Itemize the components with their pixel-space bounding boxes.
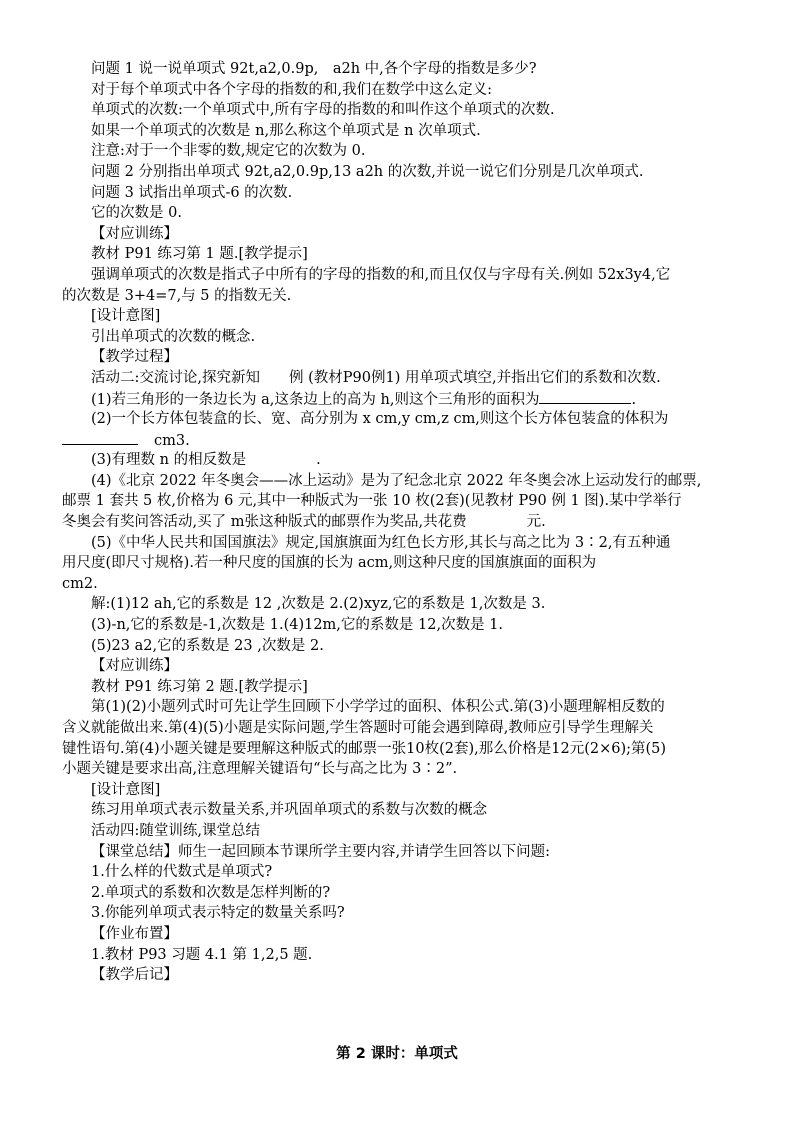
exercise-item-4: (4)《北京 2022 年冬奥会——冰上运动》是为了纪念北京 2022 年冬奥会冰上运动发行的邮票, — [91, 472, 702, 489]
review-question: 1.什么样的代数式是单项式? — [91, 864, 273, 881]
text-line: 它的次数是 0. — [91, 205, 182, 222]
review-question: 3.你能列单项式表示特定的数量关系吗? — [91, 905, 345, 922]
lesson-title: 第 2 课时：单项式 — [336, 1046, 458, 1062]
document-body — [62, 59, 752, 986]
question-3: 问题 3 试指出单项式-6 的次数. — [91, 184, 293, 201]
solution-line: (3)-n,它的系数是-1,次数是 1.(4)12m,它的系数是 12,次数是 1. — [91, 617, 504, 634]
text-line: 练习用单项式表示数量关系,并巩固单项式的系数与次数的概念 — [91, 802, 488, 819]
homework-item: 1.教材 P93 习题 4.1 第 1,2,5 题. — [91, 946, 313, 963]
text-line: 教材 P91 练习第 2 题.[教学提示] — [91, 678, 308, 695]
review-question: 2.单项式的系数和次数是怎样判断的? — [91, 884, 331, 901]
text-line: 对于每个单项式中各个字母的指数的和,我们在数学中这么定义: — [91, 81, 492, 98]
answer-blank — [62, 430, 138, 445]
text-line: 教材 P91 练习第 1 题.[教学提示] — [91, 246, 308, 263]
text-line: 用尺度(即尺寸规格).若一种尺度的国旗的长为 acm,则这种尺度的国旗旗面的面积为 — [62, 555, 597, 572]
exercise-item-2: (2)一个长方体包装盒的长、宽、高分别为 x cm,y cm,z cm,则这个长方体包装盒的体积为 — [91, 411, 669, 428]
text-line: 冬奥会有奖问答活动,买了 m张这种版式的邮票作为奖品,共花费 元. — [62, 514, 546, 531]
activity-line: 活动四:随堂训练,课堂总结 — [91, 822, 260, 839]
question-2: 问题 2 分别指出单项式 92t,a2,0.9p,13 a2h 的次数,并说一说它们分别是几次单项式. — [91, 163, 644, 180]
text-line: cm2. — [62, 575, 98, 592]
text-line: 第(1)(2)小题列式时可先让学生回顾下小学学过的面积、体积公式.第(3)小题理解相反数的 — [91, 699, 665, 716]
text-line: 引出单项式的次数的概念. — [91, 328, 256, 345]
exercise-item-5: (5)《中华人民共和国国旗法》规定,国旗旗面为红色长方形,其长与高之比为 3∶2,有五种通 — [91, 534, 671, 551]
section-heading: 【课堂总结】师生一起回顾本节课所学主要内容,并请学生回答以下问题: — [91, 843, 550, 860]
solution-line: (5)23 a2,它的系数是 23 ,次数是 2. — [91, 637, 324, 654]
section-heading: 【教学过程】 — [91, 349, 178, 366]
text-line: 小题关键是要求出高,注意理解关键语句“长与高之比为 3∶2”. — [62, 761, 458, 778]
text-line: 强调单项式的次数是指式子中所有的字母的指数的和,而且仅仅与字母有关.例如 52x3y4,它 — [91, 266, 671, 283]
section-heading: 【教学后记】 — [91, 967, 178, 984]
text-line: 含义就能做出来.第(4)(5)小题是实际问题,学生答题时可能会遇到障碍,教师应引导学生理解关 — [62, 720, 654, 736]
section-heading: 【作业布置】 — [91, 925, 178, 942]
text-line: 的次数是 3+4=7,与 5 的指数无关. — [62, 287, 292, 304]
exercise-item-1: (1)若三角形的一条边长为 a,这条边上的高为 h,则这个三角形的面积为 . — [62, 389, 752, 410]
exercise-item-2-cont: cm3. — [62, 430, 752, 451]
activity-line: 活动二:交流讨论,探究新知 例 (教材P90例1) 用单项式填空,并指出它们的系数和次数. — [91, 369, 661, 386]
definition-degree: 单项式的次数:一个单项式中,所有字母的指数的和叫作这个单项式的次数. — [91, 102, 555, 119]
text-line: 如果一个单项式的次数是 n,那么称这个单项式是 n 次单项式. — [91, 122, 481, 139]
answer-blank — [539, 389, 631, 404]
note-line: 注意:对于一个非零的数,规定它的次数为 0. — [91, 143, 366, 160]
text-line: 键性语句.第(4)小题关键是要理解这种版式的邮票一张10枚(2套),那么价格是12元(2×6);第(5) — [62, 740, 667, 757]
exercise-item-3: (3)有理数 n 的相反数是 . — [91, 452, 321, 469]
solution-line: 解:(1)12 ah,它的系数是 12 ,次数是 2.(2)xyz,它的系数是 1,次数是 3. — [91, 596, 546, 613]
design-intent-label: [设计意图] — [91, 308, 161, 325]
question-1: 问题 1 说一说单项式 92t,a2,0.9p, a2h 中,各个字母的指数是多少? — [91, 61, 537, 77]
section-heading: 【对应训练】 — [91, 225, 178, 242]
design-intent-label: [设计意图] — [91, 781, 161, 798]
section-heading: 【对应训练】 — [91, 658, 178, 675]
text-line: 邮票 1 套共 5 枚,价格为 6 元,其中一种版式为一张 10 枚(2套)(见教材 P90 例 1 图).某中学举行 — [62, 493, 682, 510]
